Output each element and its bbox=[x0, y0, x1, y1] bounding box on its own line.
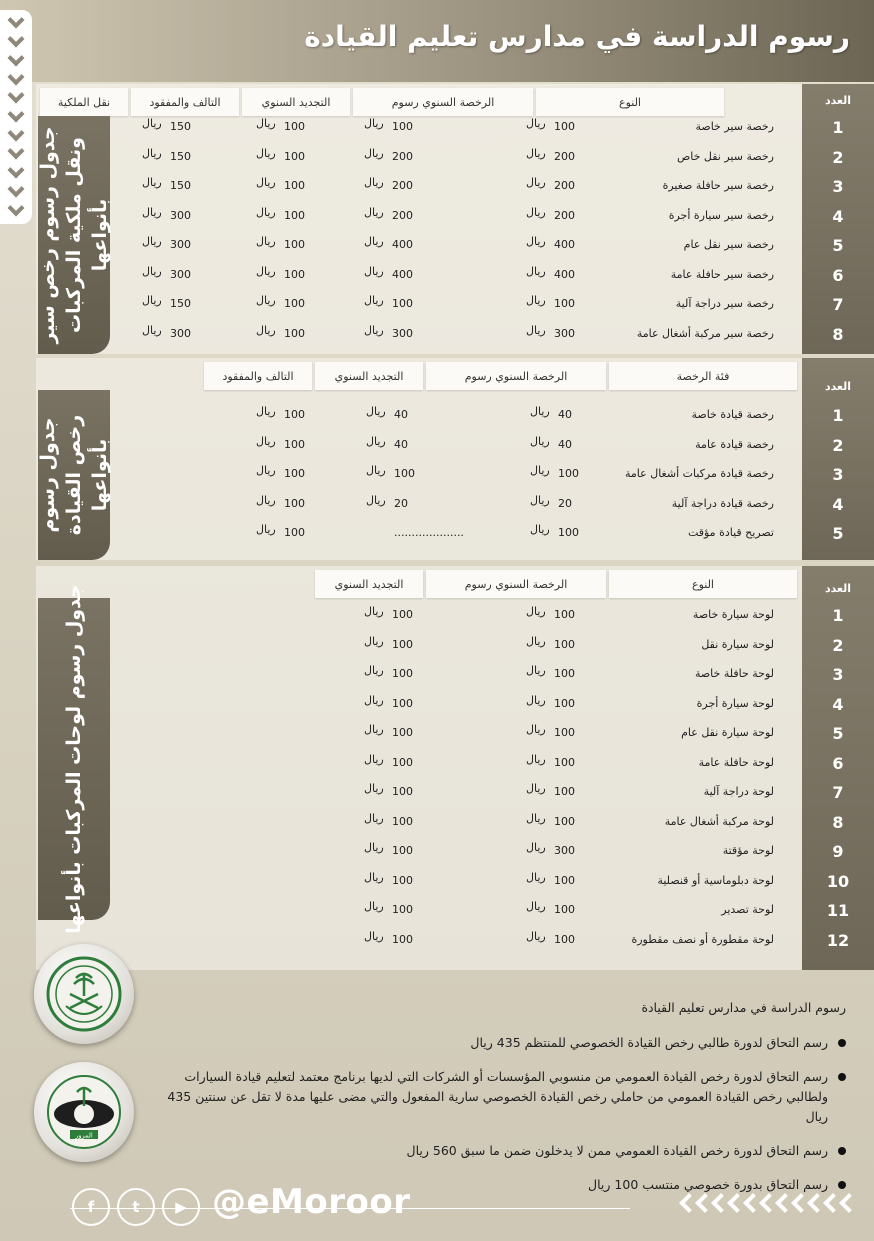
currency-label: ريال bbox=[256, 117, 276, 130]
currency-label: ريال bbox=[530, 434, 550, 448]
currency-label: ريال bbox=[364, 146, 384, 160]
value-fee: 100 bbox=[554, 755, 575, 769]
chevron-stack-icon bbox=[0, 10, 32, 224]
table-header bbox=[40, 88, 800, 116]
driving-license-table bbox=[36, 358, 874, 560]
currency-label: ريال bbox=[526, 323, 546, 337]
currency-label: ريال bbox=[526, 752, 546, 766]
table-row bbox=[36, 723, 874, 746]
currency-label: ريال bbox=[142, 146, 162, 160]
count-header: العدد bbox=[824, 582, 852, 595]
chevron-down-icon bbox=[8, 68, 25, 85]
table-row bbox=[36, 900, 874, 923]
header-cell: التالف والمفقود bbox=[131, 88, 239, 116]
currency-label: ريال bbox=[142, 264, 162, 278]
table-row bbox=[36, 176, 874, 199]
value-renew: 100 bbox=[392, 297, 413, 310]
table-row bbox=[36, 117, 874, 140]
currency-label: ريال bbox=[526, 870, 546, 884]
value-renew: 100 bbox=[392, 726, 413, 739]
value-renew: .................... bbox=[394, 526, 464, 539]
row-number: 2 bbox=[832, 635, 844, 655]
facebook-icon[interactable]: f bbox=[72, 1188, 110, 1226]
emblem-text: المرور bbox=[75, 1131, 93, 1140]
currency-label: ريال bbox=[366, 434, 386, 448]
value-fee: 40 bbox=[558, 408, 572, 421]
currency-label: ريال bbox=[526, 264, 546, 278]
row-number: 12 bbox=[826, 930, 850, 950]
chevron-down-icon bbox=[8, 49, 25, 66]
row-type: لوحة تصدير bbox=[721, 903, 774, 916]
row-number: 7 bbox=[832, 783, 844, 802]
value-fee: 400 bbox=[554, 238, 575, 251]
row-type: لوحة سيارة خاصة bbox=[692, 608, 774, 621]
row-number: 5 bbox=[832, 524, 844, 543]
value-fee: 100 bbox=[554, 873, 575, 887]
row-number: 4 bbox=[832, 494, 844, 514]
table-row bbox=[36, 605, 874, 628]
currency-label: ريال bbox=[142, 176, 162, 189]
value-lost: 100 bbox=[284, 437, 305, 451]
value-renew: 100 bbox=[392, 755, 413, 769]
currency-label: ريال bbox=[526, 294, 546, 307]
row-number: 11 bbox=[826, 901, 850, 920]
row-type: رخصة قيادة دراجة آلية bbox=[671, 496, 774, 510]
currency-label: ريال bbox=[364, 723, 384, 736]
currency-label: ريال bbox=[256, 235, 276, 248]
header-cell: الرخصة السنوي رسوم bbox=[426, 570, 606, 598]
note-item bbox=[146, 1033, 846, 1053]
currency-label: ريال bbox=[142, 205, 162, 219]
row-number: 1 bbox=[832, 118, 844, 137]
currency-label: ريال bbox=[364, 752, 384, 766]
row-number: 5 bbox=[832, 236, 844, 255]
row-number: 7 bbox=[832, 295, 844, 314]
value-renew: 100 bbox=[392, 873, 413, 887]
row-type: رخصة سير نقل خاص bbox=[676, 149, 774, 163]
currency-label: ريال bbox=[142, 323, 162, 337]
bullet-icon bbox=[838, 1039, 846, 1047]
row-type: لوحة حافلة عامة bbox=[698, 755, 774, 769]
currency-label: ريال bbox=[526, 205, 546, 219]
value-fee: 100 bbox=[554, 814, 575, 828]
currency-label: ريال bbox=[364, 205, 384, 219]
note-text: رسم التحاق لدورة رخص القيادة العمومي من منسوبي المؤسسات أو الشركات التي لديها برنامج معتمد لتعليم قيادة السيارات ولطالبي رخص القيادة العمومي من حاملي رخص القيادة الخصوصي سارية المفعول والتي مضى عليها مدة لا تقل عن سنتين 435 ريال bbox=[167, 1069, 828, 1124]
header-cell: فئة الرخصة bbox=[609, 362, 797, 390]
value-fee: 100 bbox=[554, 785, 575, 798]
value-transfer: 150 bbox=[170, 120, 191, 133]
side-label-text: جدول رسوم رخص سير ونقل ملكية المركبات بأنواعها bbox=[37, 126, 111, 344]
row-number: 3 bbox=[832, 665, 844, 684]
currency-label: ريال bbox=[142, 294, 162, 307]
row-number: 2 bbox=[832, 435, 844, 455]
currency-label: ريال bbox=[526, 664, 546, 677]
currency-label: ريال bbox=[364, 264, 384, 278]
table-row bbox=[36, 294, 874, 317]
traffic-badge-icon bbox=[46, 1074, 122, 1150]
value-fee: 400 bbox=[554, 267, 575, 281]
vehicle-plates-table bbox=[36, 566, 874, 970]
value-renew: 400 bbox=[392, 267, 413, 281]
chevron-down-icon bbox=[8, 12, 25, 29]
value-renew: 100 bbox=[392, 903, 413, 916]
currency-label: ريال bbox=[366, 405, 386, 418]
value-transfer: 150 bbox=[170, 297, 191, 310]
table-row bbox=[36, 811, 874, 835]
currency-label: ريال bbox=[364, 323, 384, 337]
value-renew: 100 bbox=[392, 667, 413, 680]
table-row bbox=[36, 929, 874, 953]
row-type: رخصة سير مركبة أشغال عامة bbox=[636, 326, 774, 340]
currency-label: ريال bbox=[364, 634, 384, 648]
currency-label: ريال bbox=[256, 146, 276, 160]
row-type: لوحة مقطورة أو نصف مقطورة bbox=[631, 932, 774, 946]
count-header: العدد bbox=[824, 380, 852, 393]
count-header: العدد bbox=[824, 94, 852, 107]
row-type: رخصة قيادة عامة bbox=[695, 437, 774, 451]
currency-label: ريال bbox=[256, 176, 276, 189]
row-number: 3 bbox=[832, 177, 844, 196]
row-type: لوحة مؤقتة bbox=[722, 844, 774, 857]
table-row bbox=[36, 205, 874, 229]
currency-label: ريال bbox=[256, 264, 276, 278]
table-row bbox=[36, 264, 874, 288]
row-type: لوحة دراجة آلية bbox=[703, 785, 774, 798]
header-cell: التجديد السنوي bbox=[242, 88, 350, 116]
value-fee: 100 bbox=[554, 903, 575, 916]
currency-label: ريال bbox=[526, 176, 546, 189]
currency-label: ريال bbox=[256, 205, 276, 219]
chevron-down-icon bbox=[8, 180, 25, 197]
table-row bbox=[36, 146, 874, 170]
value-lost: 100 bbox=[284, 496, 305, 510]
currency-label: ريال bbox=[366, 464, 386, 477]
header-cell: النوع bbox=[536, 88, 724, 116]
chevron-down-icon bbox=[8, 162, 25, 179]
table-header bbox=[40, 570, 800, 598]
row-number: 6 bbox=[832, 265, 844, 285]
value-lost: 100 bbox=[284, 149, 305, 163]
twitter-icon[interactable]: t bbox=[117, 1188, 155, 1226]
chevron-down-icon bbox=[8, 124, 25, 141]
row-number: 1 bbox=[832, 606, 844, 625]
chevron-down-icon bbox=[8, 87, 25, 104]
value-fee: 100 bbox=[554, 637, 575, 651]
chevron-down-icon bbox=[8, 143, 25, 160]
value-renew: 100 bbox=[392, 120, 413, 133]
currency-label: ريال bbox=[364, 294, 384, 307]
currency-label: ريال bbox=[530, 493, 550, 507]
currency-label: ريال bbox=[364, 870, 384, 884]
row-type: رخصة قيادة مركبات أشغال عامة bbox=[625, 467, 774, 480]
page-title: رسوم الدراسة في مدارس تعليم القيادة bbox=[304, 20, 850, 53]
chevron-down-icon bbox=[8, 199, 25, 216]
currency-label: ريال bbox=[364, 811, 384, 825]
currency-label: ريال bbox=[526, 811, 546, 825]
currency-label: ريال bbox=[530, 464, 550, 477]
value-renew: 200 bbox=[392, 179, 413, 192]
note-text: رسم التحاق لدورة رخص القيادة العمومي ممن لا يدخلون ضمن ما سبق 560 ريال bbox=[406, 1143, 828, 1158]
row-type: لوحة سيارة نقل عام bbox=[681, 726, 774, 739]
bullet-icon bbox=[838, 1147, 846, 1155]
currency-label: ريال bbox=[256, 523, 276, 536]
table-row bbox=[36, 235, 874, 258]
currency-label: ريال bbox=[526, 634, 546, 648]
currency-label: ريال bbox=[256, 323, 276, 337]
value-lost: 100 bbox=[284, 526, 305, 539]
currency-label: ريال bbox=[364, 235, 384, 248]
currency-label: ريال bbox=[526, 605, 546, 618]
header-cell: التجديد السنوي bbox=[315, 570, 423, 598]
row-type: رخصة سير سيارة أجرة bbox=[668, 208, 774, 222]
value-renew: 40 bbox=[394, 408, 408, 421]
side-label-text: جدول رسوم لوحات المركبات بأنواعها bbox=[63, 584, 85, 934]
value-lost: 100 bbox=[284, 238, 305, 251]
value-lost: 100 bbox=[284, 120, 305, 133]
value-renew: 200 bbox=[392, 208, 413, 222]
row-number: 8 bbox=[832, 812, 844, 832]
ministry-emblem bbox=[34, 944, 134, 1044]
row-type: لوحة مركبة أشغال عامة bbox=[664, 814, 774, 828]
traffic-emblem bbox=[34, 1062, 134, 1162]
value-fee: 100 bbox=[554, 297, 575, 310]
row-number: 4 bbox=[832, 694, 844, 714]
row-number: 3 bbox=[832, 465, 844, 484]
value-renew: 100 bbox=[392, 844, 413, 857]
value-fee: 100 bbox=[554, 696, 575, 710]
table-row bbox=[36, 493, 874, 517]
row-type: رخصة سير حافلة عامة bbox=[670, 267, 774, 281]
currency-label: ريال bbox=[526, 929, 546, 943]
row-type: لوحة سيارة أجرة bbox=[696, 696, 774, 710]
table-row bbox=[36, 664, 874, 687]
vehicle-registration-table bbox=[36, 84, 874, 354]
value-renew: 40 bbox=[394, 437, 408, 451]
header-cell: الرخصة السنوي رسوم bbox=[426, 362, 606, 390]
note-item bbox=[146, 1141, 846, 1161]
value-fee: 100 bbox=[554, 726, 575, 739]
table-row bbox=[36, 434, 874, 458]
table-row bbox=[36, 841, 874, 864]
currency-label: ريال bbox=[142, 235, 162, 248]
currency-label: ريال bbox=[364, 605, 384, 618]
currency-label: ريال bbox=[526, 117, 546, 130]
row-type: رخصة سير خاصة bbox=[695, 120, 774, 133]
value-transfer: 300 bbox=[170, 267, 191, 281]
value-fee: 100 bbox=[554, 667, 575, 680]
value-renew: 100 bbox=[392, 785, 413, 798]
value-renew: 100 bbox=[392, 637, 413, 651]
table-row bbox=[36, 323, 874, 347]
value-lost: 100 bbox=[284, 467, 305, 480]
value-transfer: 300 bbox=[170, 326, 191, 340]
value-fee: 40 bbox=[558, 437, 572, 451]
value-fee: 100 bbox=[558, 526, 579, 539]
table-row bbox=[36, 634, 874, 658]
value-transfer: 300 bbox=[170, 208, 191, 222]
row-number: 4 bbox=[832, 206, 844, 226]
chevron-row-icon bbox=[682, 1196, 856, 1210]
currency-label: ريال bbox=[256, 434, 276, 448]
value-renew: 20 bbox=[394, 496, 408, 510]
value-fee: 200 bbox=[554, 179, 575, 192]
row-type: لوحة حافلة خاصة bbox=[694, 667, 774, 680]
value-fee: 200 bbox=[554, 208, 575, 222]
currency-label: ريال bbox=[366, 493, 386, 507]
notes-block bbox=[146, 1000, 846, 1209]
value-fee: 300 bbox=[554, 844, 575, 857]
value-fee: 100 bbox=[554, 608, 575, 621]
value-transfer: 150 bbox=[170, 149, 191, 163]
value-fee: 20 bbox=[558, 496, 572, 510]
row-type: لوحة دبلوماسية أو قنصلية bbox=[657, 873, 774, 887]
currency-label: ريال bbox=[364, 929, 384, 943]
table-row bbox=[36, 405, 874, 428]
value-transfer: 150 bbox=[170, 179, 191, 192]
value-transfer: 300 bbox=[170, 238, 191, 251]
value-renew: 100 bbox=[392, 696, 413, 710]
header-cell: الرخصة السنوي رسوم bbox=[353, 88, 533, 116]
note-text: رسم التحاق لدورة طالبي رخص القيادة الخصوصي للمنتظم 435 ريال bbox=[470, 1035, 828, 1050]
row-number: 2 bbox=[832, 147, 844, 167]
chevron-down-icon bbox=[8, 31, 25, 48]
row-type: لوحة سيارة نقل bbox=[701, 637, 774, 651]
value-renew: 300 bbox=[392, 326, 413, 340]
row-type: رخصة قيادة خاصة bbox=[691, 408, 774, 421]
table-row bbox=[36, 693, 874, 717]
row-type: تصريح قيادة مؤقت bbox=[687, 526, 774, 539]
value-lost: 100 bbox=[284, 267, 305, 281]
value-renew: 200 bbox=[392, 149, 413, 163]
value-renew: 100 bbox=[392, 814, 413, 828]
table-row bbox=[36, 523, 874, 546]
row-number: 10 bbox=[826, 871, 850, 891]
currency-label: ريال bbox=[526, 693, 546, 707]
currency-label: ريال bbox=[256, 464, 276, 477]
row-number: 6 bbox=[832, 753, 844, 773]
value-fee: 300 bbox=[554, 326, 575, 340]
table-row bbox=[36, 464, 874, 487]
currency-label: ريال bbox=[142, 117, 162, 130]
value-fee: 100 bbox=[558, 467, 579, 480]
value-lost: 100 bbox=[284, 179, 305, 192]
row-number: 9 bbox=[832, 842, 844, 861]
row-number: 1 bbox=[832, 406, 844, 425]
row-type: رخصة سير نقل عام bbox=[683, 238, 774, 251]
currency-label: ريال bbox=[364, 117, 384, 130]
value-renew: 100 bbox=[392, 932, 413, 946]
value-lost: 100 bbox=[284, 408, 305, 421]
currency-label: ريال bbox=[256, 294, 276, 307]
value-lost: 100 bbox=[284, 297, 305, 310]
currency-label: ريال bbox=[256, 493, 276, 507]
side-label-text: جدول رسوم رخص القيادة بأنواعها bbox=[37, 414, 111, 536]
row-type: رخصة سير حافلة صغيرة bbox=[662, 179, 774, 192]
note-text: رسم التحاق بدورة خصوصي منتسب 100 ريال bbox=[588, 1177, 828, 1192]
currency-label: ريال bbox=[526, 782, 546, 795]
currency-label: ريال bbox=[526, 841, 546, 854]
currency-label: ريال bbox=[526, 723, 546, 736]
palm-swords-icon bbox=[46, 956, 122, 1032]
youtube-icon[interactable]: ▶ bbox=[162, 1188, 200, 1226]
value-fee: 100 bbox=[554, 932, 575, 946]
currency-label: ريال bbox=[364, 782, 384, 795]
value-renew: 400 bbox=[392, 238, 413, 251]
row-type: رخصة سير دراجة آلية bbox=[675, 297, 774, 310]
twitter-handle[interactable]: @eMoroor bbox=[212, 1182, 411, 1222]
currency-label: ريال bbox=[256, 405, 276, 418]
bullet-icon bbox=[838, 1073, 846, 1081]
value-renew: 100 bbox=[392, 608, 413, 621]
note-item bbox=[146, 1067, 846, 1127]
currency-label: ريال bbox=[526, 900, 546, 913]
value-fee: 200 bbox=[554, 149, 575, 163]
value-fee: 100 bbox=[554, 120, 575, 133]
currency-label: ريال bbox=[364, 841, 384, 854]
currency-label: ريال bbox=[526, 235, 546, 248]
bullet-icon bbox=[838, 1181, 846, 1189]
currency-label: ريال bbox=[530, 405, 550, 418]
value-lost: 100 bbox=[284, 326, 305, 340]
header-cell: النوع bbox=[609, 570, 797, 598]
currency-label: ريال bbox=[364, 664, 384, 677]
header-cell: التجديد السنوي bbox=[315, 362, 423, 390]
table-row bbox=[36, 870, 874, 894]
currency-label: ريال bbox=[364, 693, 384, 707]
currency-label: ريال bbox=[364, 176, 384, 189]
header-cell: التالف والمفقود bbox=[204, 362, 312, 390]
value-lost: 100 bbox=[284, 208, 305, 222]
header-cell: نقل الملكية bbox=[40, 88, 128, 116]
row-number: 8 bbox=[832, 324, 844, 344]
table-header bbox=[40, 362, 800, 390]
currency-label: ريال bbox=[364, 900, 384, 913]
value-renew: 100 bbox=[394, 467, 415, 480]
table-row bbox=[36, 782, 874, 805]
chevron-left-icon bbox=[839, 1193, 859, 1213]
currency-label: ريال bbox=[526, 146, 546, 160]
chevron-down-icon bbox=[8, 105, 25, 122]
notes-title: رسوم الدراسة في مدارس تعليم القيادة bbox=[641, 1000, 846, 1015]
currency-label: ريال bbox=[530, 523, 550, 536]
row-number: 5 bbox=[832, 724, 844, 743]
table-row bbox=[36, 752, 874, 776]
